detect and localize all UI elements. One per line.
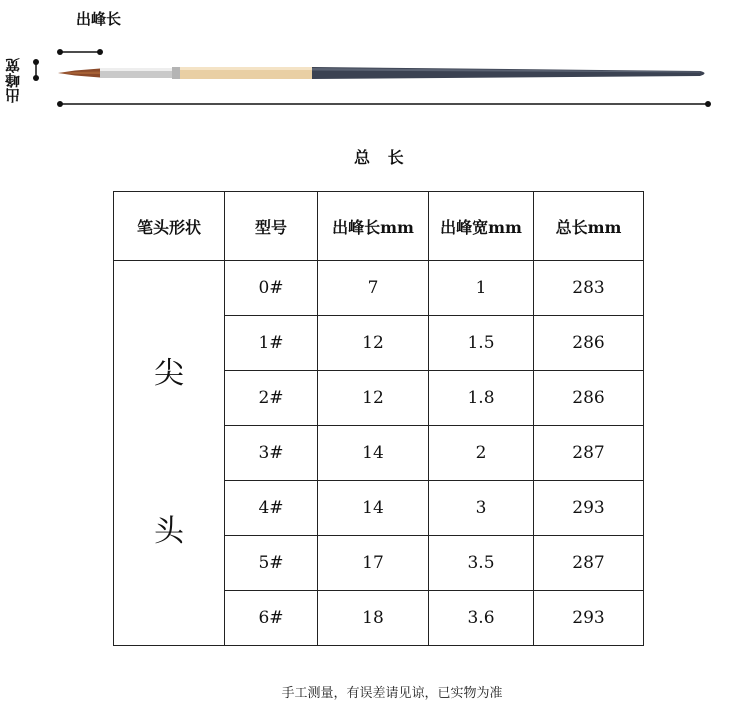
cell-tip-length: 14 (318, 481, 429, 536)
cell-tip-length: 17 (318, 536, 429, 591)
tip-width-label: 出峰宽 (4, 58, 22, 103)
cell-tip-length: 18 (318, 591, 429, 646)
header-model: 型号 (225, 192, 318, 261)
cell-total-length: 283 (534, 261, 644, 316)
spec-table (113, 191, 644, 646)
cell-total-length: 286 (534, 316, 644, 371)
cell-total-length: 287 (534, 536, 644, 591)
cell-model: 0# (225, 261, 318, 316)
cell-tip-length: 7 (318, 261, 429, 316)
footer-note: 手工测量，有误差请见谅，已实物为准 (281, 686, 503, 701)
cell-total-length: 286 (534, 371, 644, 426)
header-tip-width: 出峰宽mm (429, 192, 534, 261)
cell-model: 4# (225, 481, 318, 536)
shape-char: 尖 (154, 356, 184, 391)
total-length-label: 总 长 (354, 148, 410, 167)
tip-length-label: 出峰长 (76, 10, 122, 28)
cell-tip-width: 1.5 (429, 316, 534, 371)
cell-tip-width: 3 (429, 481, 534, 536)
cell-model: 1# (225, 316, 318, 371)
header-shape: 笔头形状 (114, 192, 225, 261)
cell-total-length: 293 (534, 591, 644, 646)
cell-model: 6# (225, 591, 318, 646)
cell-tip-width: 2 (429, 426, 534, 481)
cell-total-length: 287 (534, 426, 644, 481)
table-row (114, 261, 644, 316)
cell-tip-width: 3.5 (429, 536, 534, 591)
cell-model: 2# (225, 371, 318, 426)
shape-char: 头 (154, 514, 184, 549)
header-tip-length: 出峰长mm (318, 192, 429, 261)
total-length-measure (57, 101, 711, 107)
cell-model: 5# (225, 536, 318, 591)
table-header-row (114, 192, 644, 261)
cell-tip-width: 3.6 (429, 591, 534, 646)
brush-diagram (0, 0, 750, 140)
cell-tip-length: 14 (318, 426, 429, 481)
cell-tip-width: 1.8 (429, 371, 534, 426)
cell-tip-length: 12 (318, 316, 429, 371)
tip-length-measure (57, 49, 103, 55)
paint-brush (58, 67, 705, 79)
cell-model: 3# (225, 426, 318, 481)
tip-width-measure (33, 59, 39, 81)
cell-total-length: 293 (534, 481, 644, 536)
cell-tip-width: 1 (429, 261, 534, 316)
cell-tip-length: 12 (318, 371, 429, 426)
shape-cell (114, 261, 225, 646)
header-total-length: 总长mm (534, 192, 644, 261)
